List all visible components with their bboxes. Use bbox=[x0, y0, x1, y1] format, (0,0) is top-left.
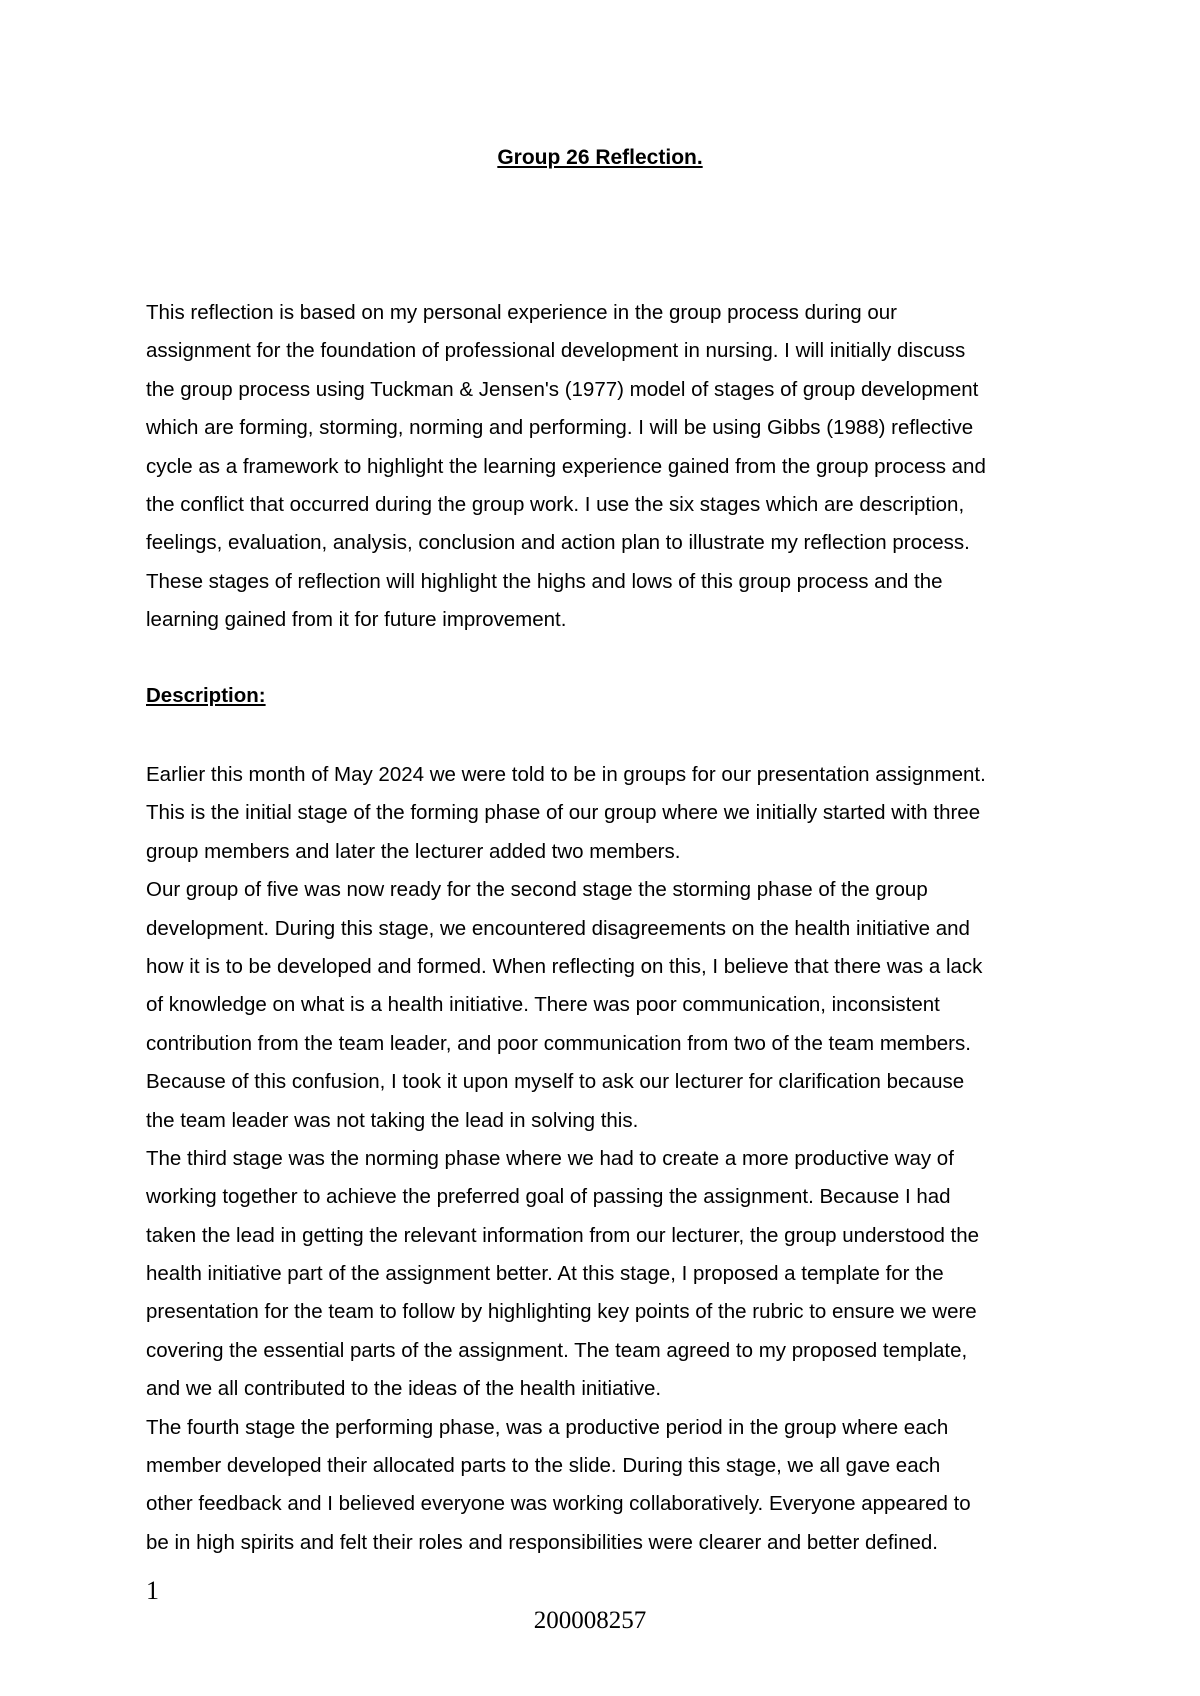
intro-line: feelings, evaluation, analysis, conclusion and action plan to illustrate my reflection process. bbox=[146, 531, 970, 555]
intro-line: assignment for the foundation of professional development in nursing. I will initially discuss bbox=[146, 339, 966, 363]
description-line: Earlier this month of May 2024 we were told to be in groups for our presentation assignment. bbox=[146, 763, 986, 786]
description-line: member developed their allocated parts to the slide. During this stage, we all gave each bbox=[146, 1454, 941, 1478]
description-line: development. During this stage, we encountered disagreements on the health initiative and bbox=[146, 916, 970, 940]
description-line: be in high spirits and felt their roles and responsibilities were clearer and better defined. bbox=[146, 1530, 938, 1554]
description-line: The fourth stage the performing phase, was a productive period in the group where each bbox=[146, 1415, 949, 1439]
description-line: of knowledge on what is a health initiative. There was poor communication, inconsistent bbox=[146, 993, 940, 1017]
intro-paragraph bbox=[146, 294, 1076, 640]
description-line: other feedback and I believed everyone was working collaboratively. Everyone appeared to bbox=[146, 1492, 971, 1516]
document-title: Group 26 Reflection. bbox=[497, 146, 703, 169]
page-number: 1 bbox=[146, 1576, 159, 1605]
intro-line: which are forming, storming, norming and performing. I will be using Gibbs (1988) reflective bbox=[146, 416, 974, 440]
description-line: health initiative part of the assignment better. At this stage, I proposed a template for the bbox=[146, 1262, 944, 1286]
description-line: This is the initial stage of the forming phase of our group where we initially started with three bbox=[146, 801, 981, 825]
footer-student-id: 200008257 bbox=[533, 1607, 647, 1634]
intro-line: This reflection is based on my personal experience in the group process during our bbox=[146, 301, 897, 324]
description-line: and we all contributed to the ideas of the health initiative. bbox=[146, 1377, 662, 1401]
description-line: presentation for the team to follow by highlighting key points of the rubric to ensure we were bbox=[146, 1300, 977, 1324]
description-line: the team leader was not taking the lead in solving this. bbox=[146, 1108, 639, 1132]
intro-line: learning gained from it for future improvement. bbox=[146, 608, 567, 632]
intro-line: cycle as a framework to highlight the learning experience gained from the group process and bbox=[146, 454, 986, 478]
intro-line: the conflict that occurred during the group work. I use the six stages which are description, bbox=[146, 492, 965, 516]
description-line: Our group of five was now ready for the second stage the storming phase of the group bbox=[146, 878, 928, 902]
description-line: taken the lead in getting the relevant information from our lecturer, the group understood the bbox=[146, 1223, 980, 1247]
intro-line: the group process using Tuckman & Jensen's (1977) model of stages of group development bbox=[146, 377, 979, 401]
description-heading: Description: bbox=[146, 684, 266, 707]
intro-line: These stages of reflection will highlight the highs and lows of this group process and the bbox=[146, 569, 943, 593]
description-line: how it is to be developed and formed. When reflecting on this, I believe that there was a lack bbox=[146, 954, 983, 978]
description-line: covering the essential parts of the assignment. The team agreed to my proposed template, bbox=[146, 1338, 968, 1362]
description-line: The third stage was the norming phase where we had to create a more productive way of bbox=[146, 1146, 954, 1170]
description-line: group members and later the lecturer added two members. bbox=[146, 839, 681, 863]
description-paragraph bbox=[146, 756, 1076, 1562]
description-line: working together to achieve the preferred goal of passing the assignment. Because I had bbox=[146, 1185, 951, 1209]
description-line: contribution from the team leader, and poor communication from two of the team members. bbox=[146, 1031, 971, 1055]
description-line: Because of this confusion, I took it upon myself to ask our lecturer for clarification because bbox=[146, 1070, 965, 1094]
